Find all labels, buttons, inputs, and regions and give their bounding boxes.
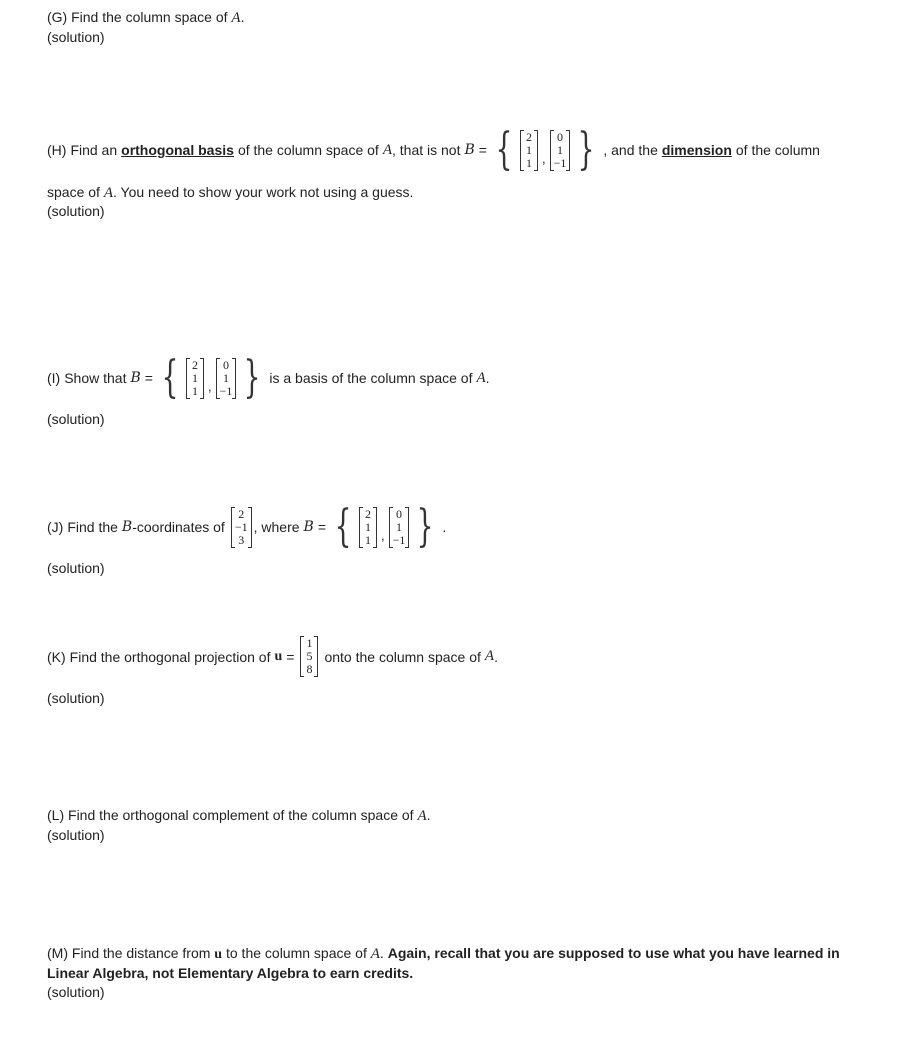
question-text: to the column space of (225, 945, 367, 961)
equals-sign: = (286, 648, 295, 665)
vector-entry: −1 (553, 155, 567, 170)
question-j (47, 501, 447, 552)
question-k (47, 636, 498, 677)
set-variable: B (303, 519, 314, 535)
question-text: onto the column space of (324, 648, 481, 665)
vector-entry: 0 (396, 506, 403, 521)
right-brace: } (577, 124, 595, 175)
question-text: , and the (603, 142, 658, 158)
vector-u: u (214, 947, 223, 962)
vector-u: u (274, 648, 283, 664)
solution-placeholder-g: (solution) (47, 29, 105, 45)
solution-placeholder-k: (solution) (47, 690, 105, 706)
period: . (485, 370, 490, 386)
right-brace: } (417, 501, 434, 552)
bold-reminder: Again, recall that you are supposed to use what you have learned in Linear Algebra, not Elementary Algebra to earn credits. (47, 945, 840, 981)
question-text: Show that (64, 370, 127, 386)
vector-u-entries (300, 636, 318, 677)
vector-entry: 1 (396, 519, 403, 534)
vector-entry: −1 (392, 532, 406, 547)
vector-entry: −1 (219, 383, 233, 398)
vector-entry: 2 (525, 129, 532, 144)
left-brace: { (161, 352, 179, 403)
basis-set (490, 124, 600, 175)
set-variable: B (464, 142, 475, 158)
question-label: (H) (47, 142, 67, 158)
basis-vector-1 (359, 507, 377, 548)
question-text: , where (253, 519, 300, 535)
matrix-variable: A (484, 648, 495, 664)
matrix-variable: A (417, 808, 427, 824)
question-g (47, 8, 244, 27)
left-brace: { (334, 501, 352, 552)
question-text: Find the column space of (71, 9, 228, 25)
matrix-variable: A (231, 10, 241, 26)
left-brace: { (495, 124, 513, 175)
basis-vector-2 (389, 507, 410, 548)
question-label: (G) (47, 9, 68, 25)
question-text: Find the orthogonal projection of (69, 648, 271, 665)
set-variable: B (130, 370, 141, 386)
vector-entry: 1 (556, 142, 563, 157)
vector-entry: 1 (365, 532, 372, 547)
equals-sign: = (478, 142, 487, 158)
orthogonal-basis-link[interactable]: orthogonal basis (121, 142, 234, 158)
equals-sign: = (317, 519, 327, 535)
vector-entry: 0 (222, 357, 229, 372)
matrix-variable: A (103, 185, 113, 201)
separator: , (541, 151, 546, 166)
question-text: space of (47, 184, 100, 200)
question-label: (J) (47, 519, 64, 535)
question-text: . (379, 945, 384, 961)
basis-vector-2 (550, 130, 571, 171)
period: . (240, 9, 245, 25)
question-text: -coordinates of (132, 519, 225, 535)
basis-set (156, 352, 266, 403)
vector-entry: 1 (306, 636, 313, 650)
matrix-variable: A (370, 946, 380, 962)
question-text: . You need to show your work not using a guess. (113, 184, 414, 200)
question-i (47, 352, 490, 403)
basis-vector-2 (216, 358, 237, 399)
period: . (494, 648, 498, 665)
vector-entry: −1 (234, 519, 248, 534)
set-variable: B (121, 519, 133, 535)
vector-entry: 8 (306, 662, 313, 676)
question-text: Find the (67, 519, 118, 535)
solution-placeholder-i: (solution) (47, 411, 105, 427)
vector-entry: 3 (238, 532, 245, 547)
question-text: Find an (70, 142, 118, 158)
question-label: (M) (47, 945, 68, 961)
solution-placeholder-h: (solution) (47, 203, 105, 219)
right-brace: } (243, 352, 261, 403)
question-text: of the column space of (237, 142, 379, 158)
question-text: Find the distance from (71, 945, 211, 961)
vector-entry: 1 (525, 142, 532, 157)
vector-entry: 1 (191, 370, 198, 385)
question-label: (K) (47, 648, 66, 665)
vector-entry: 2 (365, 506, 372, 521)
separator: , (381, 528, 385, 543)
dimension-link[interactable]: dimension (661, 142, 732, 158)
question-m (47, 944, 867, 983)
vector-entry: 1 (222, 370, 229, 385)
question-label: (I) (47, 370, 61, 386)
vector-entry: 1 (525, 155, 532, 170)
question-h-line2 (47, 183, 413, 202)
question-label: (L) (47, 807, 65, 823)
vector-entry: 0 (556, 129, 563, 144)
vector-entry: 2 (191, 357, 198, 372)
solution-placeholder-l: (solution) (47, 827, 105, 843)
matrix-variable: A (476, 369, 486, 386)
basis-vector-1 (186, 358, 204, 399)
matrix-variable: A (382, 141, 392, 158)
basis-set (329, 501, 439, 552)
question-text: is a basis of the column space of (269, 370, 473, 386)
period: . (442, 519, 447, 535)
question-h (47, 124, 820, 175)
question-l (47, 806, 431, 825)
vector-entry: 5 (306, 649, 313, 663)
target-vector (231, 507, 252, 548)
question-text: Find the orthogonal complement of the column space of (68, 807, 414, 823)
basis-vector-1 (520, 130, 538, 171)
question-text: , that is not (391, 142, 461, 158)
solution-placeholder-j: (solution) (47, 560, 105, 576)
question-text: of the column (735, 142, 820, 158)
separator: , (207, 379, 212, 394)
period: . (426, 807, 431, 823)
solution-placeholder-m: (solution) (47, 984, 105, 1000)
vector-entry: 1 (191, 383, 198, 398)
vector-entry: 2 (238, 506, 245, 521)
equals-sign: = (144, 370, 153, 386)
vector-entry: 1 (365, 519, 372, 534)
